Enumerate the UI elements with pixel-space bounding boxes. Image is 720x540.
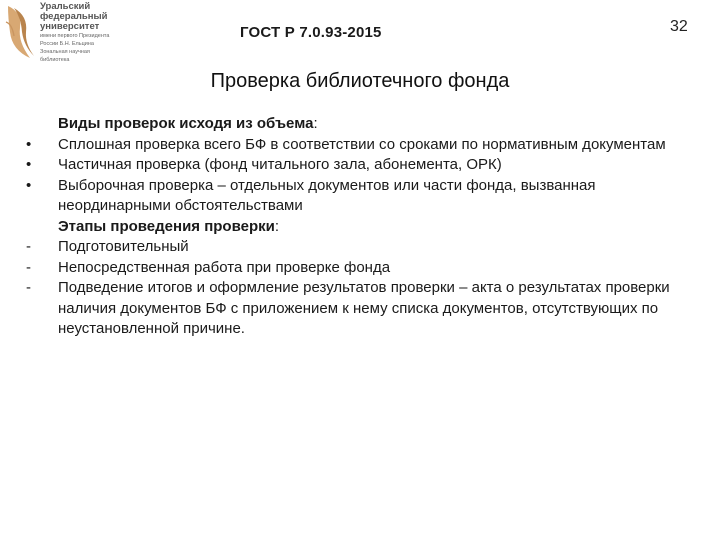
list-item-text: Непосредственная работа при проверке фонда: [58, 258, 391, 276]
section-heading-colon: :: [313, 115, 318, 132]
section-heading-text: Виды проверок исходя из объема: [58, 115, 314, 132]
page-number: 32: [670, 18, 688, 35]
list-item: [24, 176, 704, 217]
logo-name-line: Уральский: [40, 1, 91, 12]
ural-university-emblem-icon: [4, 2, 38, 62]
dash-marker: -: [26, 238, 31, 255]
list-item-text: Выборочная проверка – отдельных документов или части фонда, вызванная неординарными обстоятельствами: [58, 176, 596, 214]
university-logo: [4, 2, 122, 68]
list-item-text: Подведение итогов и оформление результатов проверки – акта о результатах проверки наличия документов БФ с приложением к нему списка документов, отсутствующих по неустановленной причине.: [58, 279, 670, 337]
list-item-text: Частичная проверка (фонд читального зала, абонемента, ОРК): [58, 156, 502, 173]
section-heading-text: Этапы проведения проверки: [58, 217, 275, 235]
section-heading-colon: :: [274, 217, 280, 235]
list-item: [24, 278, 704, 340]
section-heading: [24, 114, 704, 135]
logo-name-line: университет: [40, 21, 100, 32]
logo-small-line: имени первого Президента: [40, 33, 110, 39]
logo-text: [40, 2, 109, 64]
bullet-marker: •: [26, 135, 32, 153]
dash-marker: -: [26, 279, 31, 296]
logo-name-line: федеральный: [40, 11, 108, 22]
logo-small-line: России Б.Н. Ельцина: [40, 41, 94, 47]
dash-marker: -: [26, 258, 31, 276]
slide-content: [24, 114, 704, 340]
header-title: ГОСТ Р 7.0.93-2015: [240, 24, 382, 41]
logo-small-line: библиотека: [40, 57, 70, 63]
logo-small-line: Зональная научная: [40, 49, 90, 55]
list-item: [24, 135, 704, 156]
list-item-text: Подготовительный: [58, 238, 189, 255]
slide-title: Проверка библиотечного фонда: [210, 70, 510, 92]
bullet-marker: •: [26, 176, 32, 194]
list-item: [24, 258, 704, 279]
section-heading: [24, 217, 704, 238]
bullet-marker: •: [26, 156, 32, 173]
list-item: [24, 155, 704, 176]
list-item: [24, 237, 704, 258]
list-item-text: Сплошная проверка всего БФ в соответствии со сроками по нормативным документам: [58, 135, 666, 153]
